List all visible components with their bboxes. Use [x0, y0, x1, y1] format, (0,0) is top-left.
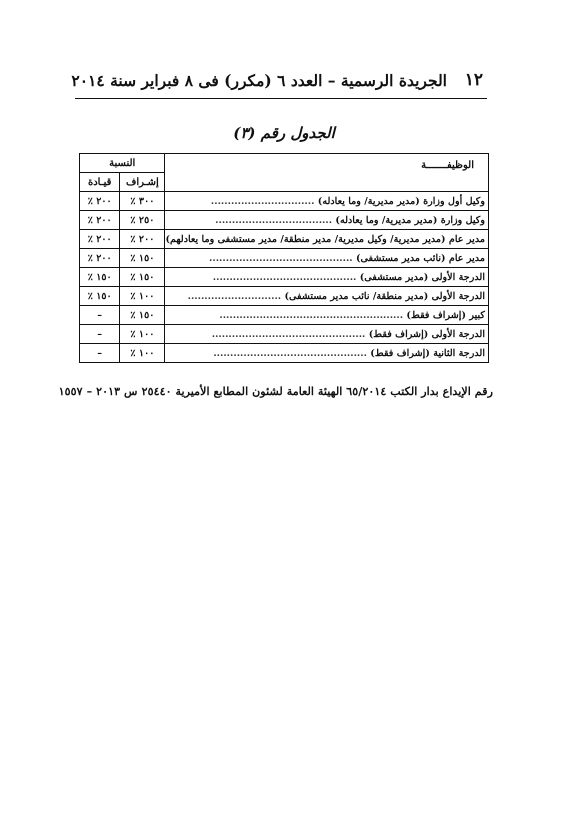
header-divider [75, 98, 487, 99]
supervision-ratio-cell: ٣٠٠ ٪ [120, 192, 165, 211]
leadership-ratio-cell: ١٥٠ ٪ [80, 287, 120, 306]
table-row [80, 268, 489, 287]
job-title-cell [165, 344, 489, 363]
supervision-ratio-cell: ١٥٠ ٪ [120, 249, 165, 268]
job-title-cell [165, 230, 489, 249]
table-row [80, 306, 489, 325]
page-number: ١٢ [464, 70, 483, 90]
leadership-ratio-cell: – [80, 325, 120, 344]
job-title-cell [165, 268, 489, 287]
table-row [80, 211, 489, 230]
table-row [80, 230, 489, 249]
supervision-ratio-cell: ٢٠٠ ٪ [120, 230, 165, 249]
table-row [80, 192, 489, 211]
leader-dots: ........................................... [209, 252, 353, 264]
job-title: مدير عام (نائب مدير مستشفى) [356, 252, 485, 264]
job-title: الدرجة الأولى (مدير مستشفى) [359, 271, 485, 283]
table-body [80, 192, 489, 363]
table-row [80, 344, 489, 363]
job-title: مدير عام (مدير مديرية/ وكيل مديرية/ مدير منطقة/ مدير مستشفى وما يعادلهم) [165, 233, 485, 245]
job-title: كبير (إشراف فقط) [406, 309, 485, 321]
leader-dots: .............................................. [211, 328, 366, 340]
page-header [71, 68, 487, 94]
job-title-cell [165, 325, 489, 344]
table-title: الجدول رقم (٣) [233, 124, 335, 142]
job-title-cell [165, 211, 489, 230]
supervision-ratio-cell: ١٠٠ ٪ [120, 287, 165, 306]
leader-dots: ....................................................... [219, 309, 404, 321]
gazette-header-title: الجريدة الرسمية – العدد ٦ (مكرر) فى ٨ فبراير سنة ٢٠١٤ [71, 71, 447, 90]
table-row [80, 325, 489, 344]
leader-dots: ............................ [187, 290, 282, 302]
column-header-ratio: النسبة [80, 154, 165, 173]
leader-dots: ................................... [215, 214, 333, 226]
footer-deposit-number: رقم الإيداع بدار الكتب ٦٥/٢٠١٤ الهيئة العامة لشئون المطابع الأميرية ٢٥٤٤٠ س ٢٠١٣ – ١٥٥٧ [58, 384, 493, 398]
job-title: الدرجة الأولى (مدير منطقة/ نائب مدير مستشفى) [284, 290, 485, 302]
leadership-ratio-cell: ٢٠٠ ٪ [80, 211, 120, 230]
supervision-ratio-cell: ١٠٠ ٪ [120, 325, 165, 344]
column-header-supervision: إشـراف [120, 173, 165, 192]
leadership-ratio-cell: – [80, 306, 120, 325]
supervision-ratio-cell: ١٥٠ ٪ [120, 306, 165, 325]
table-row [80, 249, 489, 268]
job-title-cell [165, 287, 489, 306]
table-row [80, 287, 489, 306]
supervision-ratio-cell: ١٥٠ ٪ [120, 268, 165, 287]
column-header-leadership: قيـادة [80, 173, 120, 192]
leadership-ratio-cell: – [80, 344, 120, 363]
column-header-job: الوظيفـــــــة [165, 154, 489, 192]
allowance-table [79, 153, 489, 363]
job-title: وكيل أول وزارة (مدير مديرية/ وما يعادله) [317, 195, 485, 207]
supervision-ratio-cell: ٢٥٠ ٪ [120, 211, 165, 230]
job-title-cell [165, 249, 489, 268]
leadership-ratio-cell: ١٥٠ ٪ [80, 268, 120, 287]
leader-dots: .............................................. [213, 347, 367, 359]
job-title: الدرجة الثانية (إشراف فقط) [370, 347, 485, 359]
leader-dots: ........................................... [212, 271, 357, 283]
job-title-cell [165, 306, 489, 325]
job-title: وكيل وزارة (مدير مديرية/ وما يعادله) [335, 214, 485, 226]
leadership-ratio-cell: ٢٠٠ ٪ [80, 230, 120, 249]
leadership-ratio-cell: ٢٠٠ ٪ [80, 249, 120, 268]
leadership-ratio-cell: ٢٠٠ ٪ [80, 192, 120, 211]
leader-dots: ............................... [210, 195, 315, 207]
job-title: الدرجة الأولى (إشراف فقط) [368, 328, 485, 340]
supervision-ratio-cell: ١٠٠ ٪ [120, 344, 165, 363]
job-title-cell [165, 192, 489, 211]
